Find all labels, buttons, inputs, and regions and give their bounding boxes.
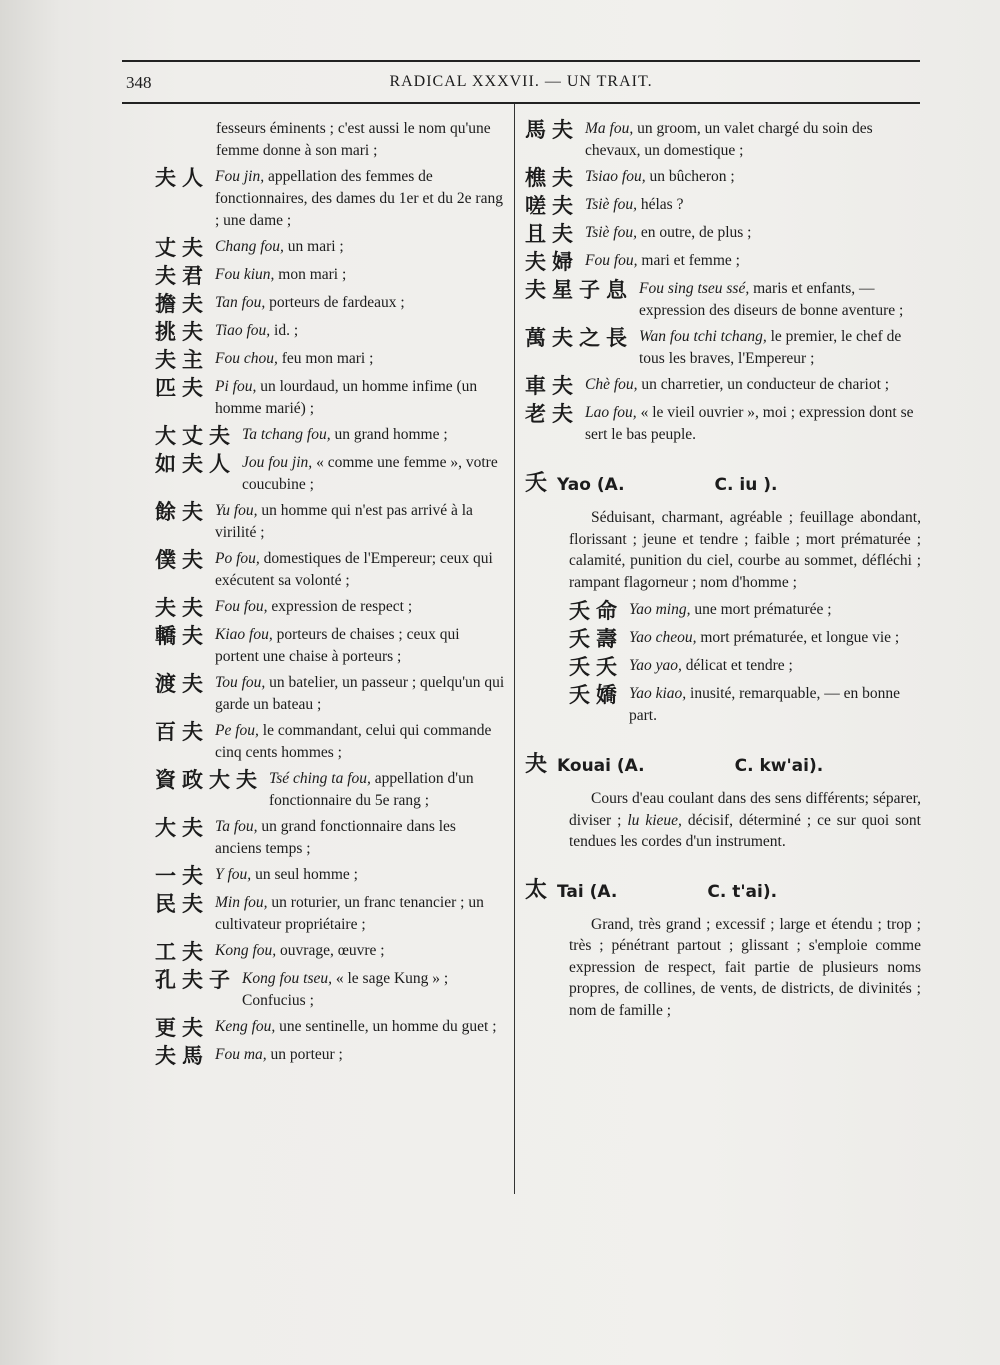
entry-romanization: Pi fou, [215,378,257,395]
right-entries [525,118,921,446]
entry-definition: un grand fonctionnaire dans les anciens temps ; [215,818,456,857]
dictionary-entry [525,166,921,190]
yao-entries [525,599,921,727]
dictionary-entry [525,194,921,218]
entry-chinese-characters: 資政大夫 [155,768,263,792]
entry-romanization: Chang fou, [215,238,284,255]
entry-text [215,864,505,886]
entry-romanization: Yu fou, [215,502,258,519]
headword-pron: C. t'ai). [707,881,778,902]
entry-text [585,374,921,396]
entry-definition: un mari ; [283,238,344,255]
entry-definition: « le sage Kung » ; Confucius ; [242,970,449,1009]
entry-text [629,655,921,677]
headword-definition: Séduisant, charmant, agréable ; feuillage abondant, florissant ; jeune et tendre ; faible ; mort prématurée ; calamité, punition du ciel, courbe au sommet, défléchi ; rampant flagorneur ; nom d'homme ; [569,509,921,591]
entry-romanization: Ta fou, [215,818,258,835]
entry-chinese-characters: 百夫 [155,720,209,744]
entry-text [215,1016,505,1038]
entry-chinese-characters: 民夫 [155,892,209,916]
entry-chinese-characters: 擔夫 [155,292,209,316]
dictionary-entry [155,320,505,344]
entry-definition: un groom, un valet chargé du soin des chevaux, un domestique ; [585,120,873,159]
entry-definition: « le vieil ouvrier », moi ; expression dont se sert le bas peuple. [585,404,914,443]
entry-definition: un grand homme ; [330,426,448,443]
entry-romanization: Ma fou, [585,120,634,137]
entry-chinese-characters: 樵夫 [525,166,579,190]
dictionary-entry [525,627,921,651]
dictionary-entry [155,720,505,764]
continuation-entry [155,118,505,162]
left-column [155,118,505,1072]
dictionary-entry [155,892,505,936]
dictionary-entry [155,500,505,544]
entry-text [215,500,505,544]
dictionary-entry [525,118,921,162]
entry-romanization: Fou chou, [215,350,278,367]
entry-definition: appellation d'un fonctionnaire du 5e rang ; [269,770,474,809]
entry-definition: porteurs de fardeaux ; [265,294,405,311]
headword-yao [525,466,921,497]
entry-chinese-characters: 夫夫 [155,596,209,620]
column-divider [514,104,515,1194]
entry-text [215,236,505,258]
entry-text [215,548,505,592]
dictionary-entry [155,548,505,592]
entry-romanization: Fou fou, [585,252,638,269]
entry-chinese-characters: 夭命 [569,599,623,623]
entry-definition: ouvrage, œuvre ; [276,942,385,959]
dictionary-entry [155,624,505,668]
entry-text [215,320,505,342]
entry-text [585,250,921,272]
entry-chinese-characters: 且夫 [525,222,579,246]
entry-text [269,768,505,812]
headword-char: 太 [525,877,548,903]
entry-chinese-characters: 馬夫 [525,118,579,142]
entry-definition: un batelier, un passeur ; quelqu'un qui garde un bateau ; [215,674,505,713]
entry-chinese-characters: 挑夫 [155,320,209,344]
entry-text [215,720,505,764]
entry-romanization: Yao yao, [629,657,682,674]
entry-definition: maris et enfants, — expression des diseurs de bonne aventure ; [639,280,904,319]
entry-text [629,683,921,727]
entry-romanization: Jou fou jin, [242,454,313,471]
entry-romanization: Tiao fou, [215,322,271,339]
dictionary-entry [525,599,921,623]
entry-text [242,968,505,1012]
dictionary-entry [155,292,505,316]
page-number: 348 [126,73,152,92]
page-title: RADICAL XXXVII. — UN TRAIT. [389,73,653,90]
entry-romanization: Tsiè fou, [585,224,637,241]
headword-name: Kouai (A. [557,756,645,776]
entry-text [629,599,921,621]
entry-romanization: Fou kiun, [215,266,275,283]
entry-chinese-characters: 嗟夫 [525,194,579,218]
entry-chinese-characters: 如夫人 [155,452,236,476]
entry-definition: domestiques de l'Empereur; ceux qui exécutent sa volonté ; [215,550,493,589]
entry-chinese-characters: 夫人 [155,166,209,190]
entry-text [215,348,505,370]
entry-text [215,672,505,716]
entry-romanization: Chè fou, [585,376,638,393]
dictionary-entry [525,222,921,246]
definition-text: Cours d'eau coulant dans des sens différents; séparer, diviser ; [569,790,921,829]
entry-definition: un lourdaud, un homme infime (un homme marié) ; [215,378,478,417]
entry-definition: inusité, remarquable, — en bonne part. [629,685,901,724]
dictionary-entry [525,250,921,274]
entry-romanization: Yao ming, [629,601,691,618]
entry-definition: délicat et tendre ; [681,657,793,674]
entry-romanization: Y fou, [215,866,252,883]
entry-chinese-characters: 工夫 [155,940,209,964]
entry-text [585,166,921,188]
headword-name: Yao (A. [557,475,625,495]
entry-text [639,278,921,322]
dictionary-entry [155,376,505,420]
entry-romanization: Po fou, [215,550,260,567]
entry-romanization: Kiao fou, [215,626,273,643]
dictionary-entry [525,402,921,446]
entry-definition: le premier, le chef de tous les braves, l'Empereur ; [639,328,902,367]
entry-chinese-characters: 老夫 [525,402,579,426]
entry-definition: mort prématurée, et longue vie ; [696,629,900,646]
entry-romanization: Wan fou tchi tchang, [639,328,767,345]
entry-romanization: Yao kiao, [629,685,687,702]
entry-romanization: Tou fou, [215,674,266,691]
entry-chinese-characters: 轎夫 [155,624,209,648]
dictionary-entry [155,1044,505,1068]
entry-romanization: Fou fou, [215,598,268,615]
entry-chinese-characters: 匹夫 [155,376,209,400]
entry-romanization: Tan fou, [215,294,266,311]
entry-chinese-characters: 夭嬌 [569,683,623,707]
entry-romanization: Tsé ching ta fou, [269,770,371,787]
entry-text [215,264,505,286]
dictionary-entry [155,596,505,620]
entry-chinese-characters: 夫君 [155,264,209,288]
dictionary-entry [155,768,505,812]
entry-definition: un porteur ; [266,1046,343,1063]
dictionary-entry [155,424,505,448]
entry-romanization: Fou jin, [215,168,265,185]
dictionary-entry [525,374,921,398]
dictionary-entry [525,683,921,727]
entry-text [585,402,921,446]
entry-text [215,292,505,314]
entry-definition: un bûcheron ; [645,168,735,185]
entry-text [215,940,505,962]
entry-definition: en outre, de plus ; [636,224,752,241]
entry-text [242,452,505,496]
entry-text [215,892,505,936]
dictionary-entry [525,655,921,679]
dictionary-entry [155,452,505,496]
entry-definition: une mort prématurée ; [690,601,832,618]
entry-romanization: Min fou, [215,894,268,911]
entry-chinese-characters: 夫婦 [525,250,579,274]
definition-romanization: lu kieue, [627,811,682,829]
entry-romanization: Fou ma, [215,1046,267,1063]
entry-chinese-characters: 大夫 [155,816,209,840]
entry-definition: un seul homme ; [251,866,358,883]
headword-definition: Grand, très grand ; excessif ; large et étendu ; trop ; très ; pénétrant partout ; glissant ; s'emploie comme expression de respect, fait partie de plusieurs noms propres, de collines, de vents, de districts, de divinités ; nom de famille ; [569,915,921,1019]
entry-text [215,376,505,420]
dictionary-entry [155,672,505,716]
dictionary-entry [155,940,505,964]
entry-definition: mari et femme ; [637,252,740,269]
entry-romanization: Keng fou, [215,1018,276,1035]
entry-text [215,166,505,232]
entry-text [215,1044,505,1066]
entry-text [585,194,921,216]
entry-text [629,627,921,649]
left-entries [155,166,505,1068]
entry-romanization: Lao fou, [585,404,637,421]
entry-romanization: Tsiao fou, [585,168,646,185]
entry-definition: porteurs de chaises ; ceux qui portent une chaise à porteurs ; [215,626,460,665]
entry-text [215,624,505,668]
entry-text [215,816,505,860]
entry-definition: un homme qui n'est pas arrivé à la virilité ; [215,502,473,541]
entry-romanization: Kong fou, [215,942,277,959]
headword-definition [569,788,921,853]
entry-definition: un roturier, un franc tenancier ; un cultivateur propriétaire ; [215,894,484,933]
entry-romanization: Kong fou tseu, [242,970,332,987]
entry-definition: id. ; [270,322,299,339]
headword-kouai [525,747,921,778]
entry-definition: mon mari ; [274,266,347,283]
dictionary-entry [155,264,505,288]
entry-definition: « comme une femme », votre coucubine ; [242,454,498,493]
dictionary-entry [155,236,505,260]
entry-definition: un charretier, un conducteur de chariot ; [637,376,890,393]
entry-chinese-characters: 夫主 [155,348,209,372]
entry-chinese-characters: 車夫 [525,374,579,398]
headword-name: Tai (A. [557,881,618,902]
entry-chinese-characters: 大丈夫 [155,424,236,448]
headword-pron: C. iu ). [714,475,778,495]
entry-chinese-characters: 夫馬 [155,1044,209,1068]
entry-chinese-characters: 萬夫之長 [525,326,633,350]
right-column [525,118,921,1027]
entry-definition: une sentinelle, un homme du guet ; [275,1018,497,1035]
entry-text [242,424,505,446]
entry-chinese-characters: 夫星子息 [525,278,633,302]
entry-chinese-characters: 渡夫 [155,672,209,696]
entry-romanization: Fou sing tseu ssé, [639,280,750,297]
entry-definition: appellation des femmes de fonctionnaires, des dames du 1er et du 2e rang ; une dame ; [215,168,503,229]
entry-chinese-characters: 僕夫 [155,548,209,572]
dictionary-entry [155,864,505,888]
definition-text: décisif, déterminé ; ce sur quoi sont tendues les cordes d'un instrument. [569,811,921,850]
entry-definition: expression de respect ; [267,598,413,615]
running-header [122,60,920,104]
entry-definition: feu mon mari ; [277,350,374,367]
entry-romanization: Yao cheou, [629,629,697,646]
dictionary-entry [525,278,921,322]
continuation-text: fesseurs éminents ; c'est aussi le nom qu'une femme donne à son mari ; [216,120,491,159]
entry-chinese-characters: 夭壽 [569,627,623,651]
dictionary-entry [525,326,921,370]
entry-text [585,222,921,244]
dictionary-entry [155,816,505,860]
entry-chinese-characters: 更夫 [155,1016,209,1040]
entry-definition: le commandant, celui qui commande cinq cents hommes ; [215,722,492,761]
entry-chinese-characters: 丈夫 [155,236,209,260]
dictionary-entry [155,968,505,1012]
entry-romanization: Ta tchang fou, [242,426,331,443]
entry-chinese-characters: 一夫 [155,864,209,888]
dictionary-entry [155,348,505,372]
headword-pron: C. kw'ai). [734,756,824,776]
dictionary-entry [155,166,505,232]
headword-char: 夬 [525,752,548,777]
entry-romanization: Tsiè fou, [585,196,637,213]
entry-text [639,326,921,370]
entry-chinese-characters: 孔夫子 [155,968,236,992]
entry-chinese-characters: 餘夫 [155,500,209,524]
entry-definition: hélas ? [636,196,684,213]
entry-romanization: Pe fou, [215,722,259,739]
dictionary-entry [155,1016,505,1040]
headword-tai [525,873,921,904]
entry-chinese-characters: 夭夭 [569,655,623,679]
entry-text [585,118,921,162]
entry-text [215,596,505,618]
headword-char: 夭 [525,471,548,496]
